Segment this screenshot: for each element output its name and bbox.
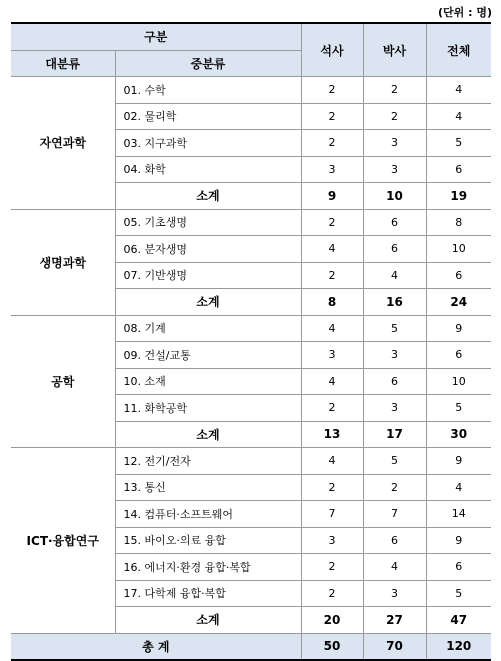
total-count: 5 [426, 395, 491, 422]
minor-category: 02. 물리학 [115, 103, 301, 130]
subtotal-masters: 8 [301, 289, 363, 316]
masters-count: 4 [301, 368, 363, 395]
total-count: 9 [426, 315, 491, 342]
grand-total-label: 총 계 [11, 633, 301, 660]
grand-total-total: 120 [426, 633, 491, 660]
total-count: 5 [426, 580, 491, 607]
subtotal-label: 소계 [115, 289, 301, 316]
doctors-count: 6 [363, 368, 426, 395]
minor-category: 17. 다학제 융합·복합 [115, 580, 301, 607]
total-count: 8 [426, 209, 491, 236]
doctors-count: 7 [363, 501, 426, 528]
total-count: 5 [426, 130, 491, 157]
doctors-count: 6 [363, 209, 426, 236]
masters-count: 2 [301, 554, 363, 581]
doctors-count: 3 [363, 342, 426, 369]
grand-total-masters: 50 [301, 633, 363, 660]
doctors-count: 6 [363, 527, 426, 554]
header-masters: 석사 [301, 23, 363, 77]
subtotal-doctors: 16 [363, 289, 426, 316]
subtotal-label: 소계 [115, 421, 301, 448]
masters-count: 2 [301, 580, 363, 607]
doctors-count: 3 [363, 580, 426, 607]
table-row [11, 448, 491, 475]
major-category: 공학 [11, 315, 115, 448]
subtotal-masters: 9 [301, 183, 363, 210]
subtotal-doctors: 27 [363, 607, 426, 634]
minor-category: 09. 건설/교통 [115, 342, 301, 369]
masters-count: 3 [301, 342, 363, 369]
subtotal-doctors: 10 [363, 183, 426, 210]
major-category: 생명과학 [11, 209, 115, 315]
table-body [11, 77, 491, 634]
subtotal-masters: 20 [301, 607, 363, 634]
minor-category: 12. 전기/전자 [115, 448, 301, 475]
masters-count: 2 [301, 209, 363, 236]
total-count: 6 [426, 554, 491, 581]
masters-count: 3 [301, 156, 363, 183]
total-count: 6 [426, 262, 491, 289]
doctors-count: 3 [363, 130, 426, 157]
doctors-count: 4 [363, 262, 426, 289]
minor-category: 03. 지구과학 [115, 130, 301, 157]
subtotal-total: 30 [426, 421, 491, 448]
subtotal-label: 소계 [115, 183, 301, 210]
masters-count: 4 [301, 448, 363, 475]
major-category: ICT·융합연구 [11, 448, 115, 634]
masters-count: 2 [301, 395, 363, 422]
doctors-count: 2 [363, 77, 426, 104]
doctors-count: 5 [363, 448, 426, 475]
masters-count: 7 [301, 501, 363, 528]
masters-count: 2 [301, 77, 363, 104]
minor-category: 10. 소재 [115, 368, 301, 395]
masters-count: 3 [301, 527, 363, 554]
minor-category: 11. 화학공학 [115, 395, 301, 422]
total-count: 4 [426, 474, 491, 501]
minor-category: 06. 분자생명 [115, 236, 301, 263]
doctors-count: 5 [363, 315, 426, 342]
masters-count: 2 [301, 262, 363, 289]
minor-category: 08. 기계 [115, 315, 301, 342]
masters-count: 2 [301, 130, 363, 157]
total-count: 10 [426, 368, 491, 395]
masters-count: 2 [301, 474, 363, 501]
total-count: 4 [426, 103, 491, 130]
total-count: 10 [426, 236, 491, 263]
total-count: 6 [426, 342, 491, 369]
doctors-count: 6 [363, 236, 426, 263]
minor-category: 13. 통신 [115, 474, 301, 501]
minor-category: 07. 기반생명 [115, 262, 301, 289]
header-major: 대분류 [11, 50, 115, 77]
masters-count: 4 [301, 236, 363, 263]
subtotal-total: 24 [426, 289, 491, 316]
subtotal-total: 47 [426, 607, 491, 634]
minor-category: 05. 기초생명 [115, 209, 301, 236]
table-header [11, 23, 491, 77]
doctors-count: 2 [363, 103, 426, 130]
doctors-count: 4 [363, 554, 426, 581]
header-doctors: 박사 [363, 23, 426, 77]
subtotal-label: 소계 [115, 607, 301, 634]
graduates-table [11, 22, 491, 661]
minor-category: 14. 컴퓨터·소프트웨어 [115, 501, 301, 528]
header-minor: 중분류 [115, 50, 301, 77]
table-row [11, 77, 491, 104]
major-category: 자연과학 [11, 77, 115, 210]
doctors-count: 3 [363, 395, 426, 422]
doctors-count: 2 [363, 474, 426, 501]
masters-count: 2 [301, 103, 363, 130]
masters-count: 4 [301, 315, 363, 342]
header-group: 구분 [11, 23, 301, 50]
minor-category: 15. 바이오·의료 융합 [115, 527, 301, 554]
header-total: 전체 [426, 23, 491, 77]
subtotal-total: 19 [426, 183, 491, 210]
subtotal-masters: 13 [301, 421, 363, 448]
total-count: 14 [426, 501, 491, 528]
total-count: 9 [426, 448, 491, 475]
total-count: 6 [426, 156, 491, 183]
total-count: 9 [426, 527, 491, 554]
table-row [11, 315, 491, 342]
minor-category: 01. 수학 [115, 77, 301, 104]
unit-label: (단위 : 명) [438, 6, 492, 19]
grand-total-doctors: 70 [363, 633, 426, 660]
table-row [11, 209, 491, 236]
total-count: 4 [426, 77, 491, 104]
doctors-count: 3 [363, 156, 426, 183]
subtotal-doctors: 17 [363, 421, 426, 448]
grand-total-row [11, 633, 491, 660]
minor-category: 04. 화학 [115, 156, 301, 183]
minor-category: 16. 에너지·환경 융합·복합 [115, 554, 301, 581]
